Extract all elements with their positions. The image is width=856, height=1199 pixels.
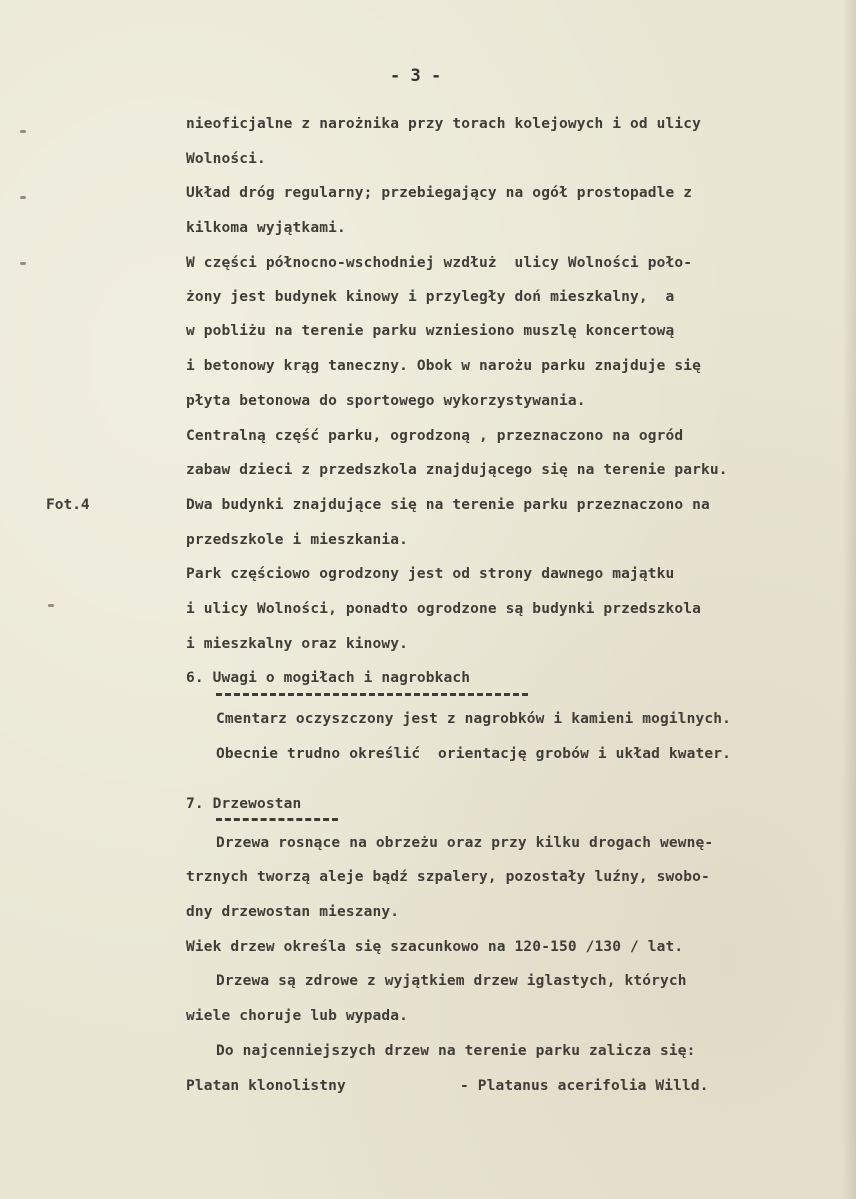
body-line: Wolności.	[186, 151, 266, 167]
photo-reference: Fot.4	[46, 497, 90, 513]
body-line: Układ dróg regularny; przebiegający na ogół prostopadle z	[186, 185, 693, 201]
binding-mark	[20, 196, 26, 199]
body-line: kilkoma wyjątkami.	[186, 220, 346, 236]
page-edge-shadow	[842, 0, 856, 1199]
section-line: dny drzewostan mieszany.	[186, 904, 400, 920]
section-line: Cmentarz oczyszczony jest z nagrobków i kamieni mogilnych.	[216, 711, 732, 727]
binding-mark	[48, 604, 54, 607]
heading-underline	[216, 818, 338, 821]
species-common-name: Platan klonolistny	[186, 1078, 346, 1094]
section-line: trznych tworzą aleje bądź szpalery, pozostały luźny, swobo-	[186, 869, 710, 885]
body-line: Dwa budynki znajdujące się na terenie parku przeznaczono na	[186, 497, 710, 513]
body-line: przedszkole i mieszkania.	[186, 532, 408, 548]
body-line: nieoficjalne z narożnika przy torach kolejowych i od ulicy	[186, 116, 702, 132]
page-number: - 3 -	[390, 66, 442, 86]
binding-mark	[20, 130, 26, 133]
section-line: Obecnie trudno określić orientację grobów i układ kwater.	[216, 746, 732, 762]
body-line: i ulicy Wolności, ponadto ogrodzone są budynki przedszkola	[186, 601, 702, 617]
body-line: Centralną część parku, ogrodzoną , przeznaczono na ogród	[186, 428, 684, 444]
section-line: Drzewa są zdrowe z wyjątkiem drzew iglastych, których	[216, 973, 687, 989]
section-line: wiele choruje lub wypada.	[186, 1008, 408, 1024]
body-line: i betonowy krąg taneczny. Obok w narożu parku znajduje się	[186, 358, 702, 374]
body-line: W części północno-wschodniej wzdłuż ulicy Wolności poło-	[186, 255, 693, 271]
section-line: Drzewa rosnące na obrzeżu oraz przy kilku drogach wewnę-	[216, 835, 714, 851]
body-line: w pobliżu na terenie parku wzniesiono muszlę koncertową	[186, 323, 675, 339]
binding-mark	[20, 262, 26, 265]
body-line: Park częściowo ogrodzony jest od strony dawnego majątku	[186, 566, 675, 582]
body-line: płyta betonowa do sportowego wykorzystywania.	[186, 393, 586, 409]
section-heading: 7. Drzewostan	[186, 796, 302, 812]
species-latin-name: - Platanus acerifolia Willd.	[460, 1078, 709, 1094]
section-heading: 6. Uwagi o mogiłach i nagrobkach	[186, 670, 471, 686]
section-line: Do najcenniejszych drzew na terenie parku zalicza się:	[216, 1043, 696, 1059]
body-line: i mieszkalny oraz kinowy.	[186, 636, 408, 652]
body-line: zabaw dzieci z przedszkola znajdującego się na terenie parku.	[186, 462, 728, 478]
heading-underline	[216, 693, 528, 696]
body-line: żony jest budynek kinowy i przyległy doń mieszkalny, a	[186, 289, 675, 305]
section-line: Wiek drzew określa się szacunkowo na 120-150 /130 / lat.	[186, 939, 684, 955]
